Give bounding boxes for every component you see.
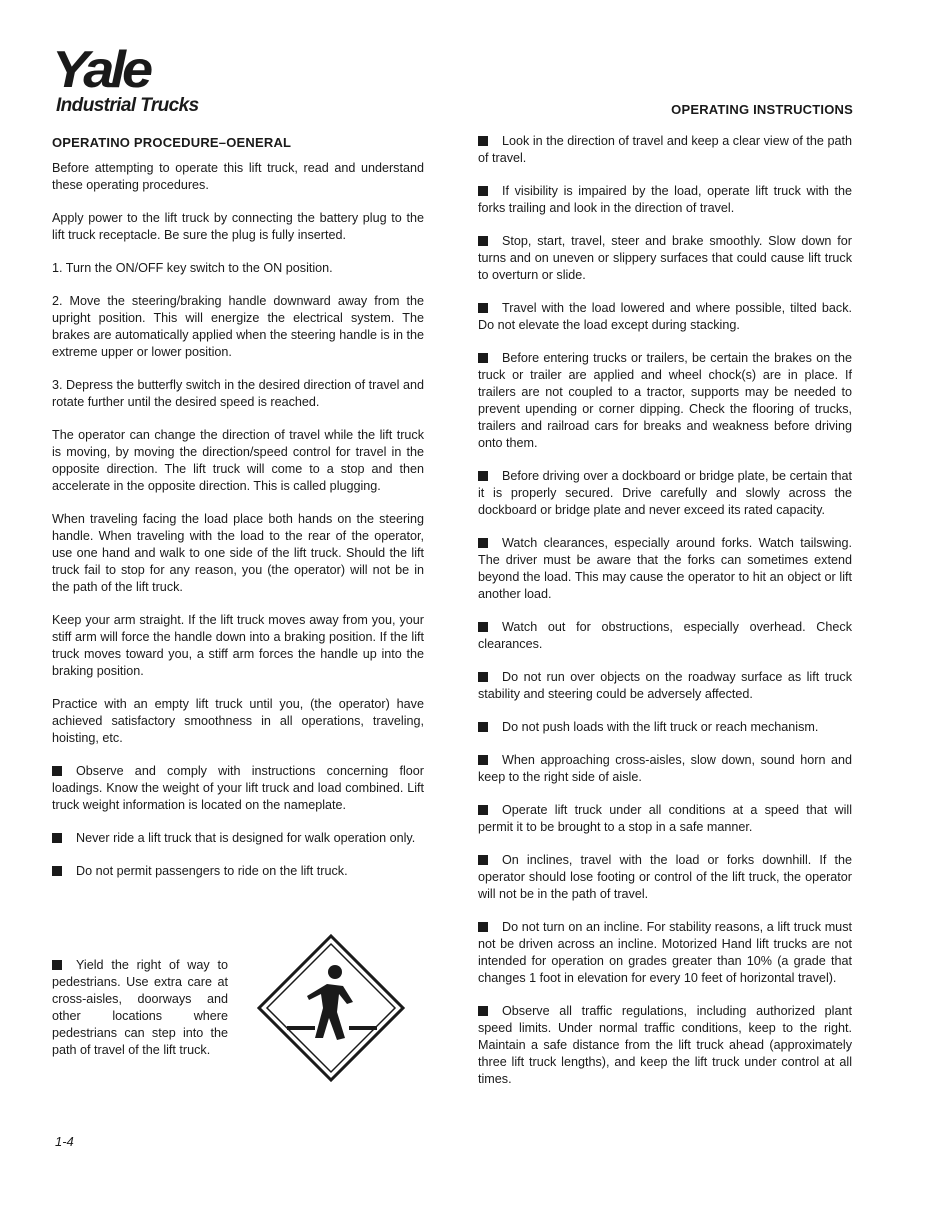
bullet-item: Observe all traffic regulations, including authorized plant speed limits. Under normal traffic conditions, keep to the right. Maintain a safe distance from the lift truck ahead (approximately three lift truck lengths), and keep the lift truck under control at all times. xyxy=(478,1004,852,1086)
bullet-item: Do not run over objects on the roadway surface as lift truck stability and steering could be adversely affected. xyxy=(478,670,852,701)
square-bullet-icon xyxy=(478,236,488,246)
square-bullet-icon xyxy=(52,866,62,876)
bullet-item: Never ride a lift truck that is designed for walk operation only. xyxy=(52,830,424,847)
bullet-item: Do not turn on an incline. For stability reasons, a lift truck must not be driven across an incline. Motorized Hand lift trucks are not intended for operation on grades greater than 10% (a grade that changes 1 foot in elevation for every 10 feet of horizontal travel). xyxy=(478,920,852,985)
page-number: 1-4 xyxy=(55,1134,74,1149)
square-bullet-icon xyxy=(478,538,488,548)
bullet-item: Observe and comply with instructions concerning floor loadings. Know the weight of your lift truck and load combined. Lift truck weight information is located on the nameplate. xyxy=(52,764,424,812)
bullet-item: Do not permit passengers to ride on the lift truck. xyxy=(52,863,424,880)
square-bullet-icon xyxy=(478,353,488,363)
step-1: 1. Turn the ON/OFF key switch to the ON position. xyxy=(52,261,333,275)
bullet-item: On inclines, travel with the load or forks downhill. If the operator should lose footing or control of the lift truck, the operator will not be in the path of travel. xyxy=(478,853,852,901)
square-bullet-icon xyxy=(478,672,488,682)
left-column xyxy=(52,134,424,896)
bullet-item: Before entering trucks or trailers, be certain the brakes on the truck or trailer are applied and wheel chock(s) are in place. If trailers are not coupled to a tractor, supports may be needed to prevent upending or corner dipping. Check the flooring of trucks, trailers and railroad cars for breaks and weakness before driving onto them. xyxy=(478,351,852,450)
brand-name: Yale xyxy=(52,40,150,99)
yield-bullet: Yield the right of way to pedestrians. Use extra care at cross-aisles, doorways and other locations where pedestrians can step into the path of travel of the lift truck. xyxy=(52,958,228,1057)
square-bullet-icon xyxy=(478,755,488,765)
paragraph: Before attempting to operate this lift truck, read and understand these operating procedures. xyxy=(52,161,424,192)
step-2: 2. Move the steering/braking handle downward away from the upright position. This will energize the electrical system. The brakes are automatically applied when the steering handle is in the extreme upper or lower position. xyxy=(52,294,424,359)
square-bullet-icon xyxy=(478,1006,488,1016)
square-bullet-icon xyxy=(478,471,488,481)
bullet-item: Operate lift truck under all conditions at a speed that will permit it to be brought to a stop in a safe manner. xyxy=(478,803,852,834)
square-bullet-icon xyxy=(52,833,62,843)
bullet-item: Stop, start, travel, steer and brake smoothly. Slow down for turns and on uneven or slippery surfaces that could cause lift truck to overturn or slide. xyxy=(478,234,852,282)
square-bullet-icon xyxy=(478,722,488,732)
step-3: 3. Depress the butterfly switch in the desired direction of travel and rotate further until the desired speed is reached. xyxy=(52,378,424,409)
brand-subtitle: Industrial Trucks xyxy=(56,95,199,116)
brand-logo xyxy=(52,40,222,118)
square-bullet-icon xyxy=(478,922,488,932)
bullet-item: Travel with the load lowered and where possible, tilted back. Do not elevate the load except during stacking. xyxy=(478,301,852,332)
square-bullet-icon xyxy=(478,303,488,313)
square-bullet-icon xyxy=(52,960,62,970)
bullet-item: Look in the direction of travel and keep a clear view of the path of travel. xyxy=(478,134,852,165)
square-bullet-icon xyxy=(478,855,488,865)
paragraph: The operator can change the direction of travel while the lift truck is moving, by moving the direction/speed control for travel in the opposite direction. The lift truck will come to a stop and then accelerate in the opposite direction. This is called plugging. xyxy=(52,428,424,493)
paragraph: When traveling facing the load place both hands on the steering handle. When traveling with the load to the rear of the operator, use one hand and walk to one side of the lift truck. Should the lift truck fail to stop for any reason, you (the operator) will not be in the path of the lift truck. xyxy=(52,512,424,594)
bullet-item: Watch clearances, especially around forks. Watch tailswing. The driver must be aware that the forks can sometimes extend beyond the load. This may cause the operator to hit an object or lift another load. xyxy=(478,536,852,601)
pedestrian-warning-sign-icon xyxy=(257,934,405,1082)
paragraph: Practice with an empty lift truck until you, (the operator) have achieved satisfactory smoothness in all operations, traveling, hoisting, etc. xyxy=(52,697,424,745)
procedure-title: OPERATINO PROCEDURE–OENERAL xyxy=(52,135,292,150)
square-bullet-icon xyxy=(478,805,488,815)
square-bullet-icon xyxy=(478,186,488,196)
square-bullet-icon xyxy=(478,136,488,146)
square-bullet-icon xyxy=(52,766,62,776)
paragraph: Keep your arm straight. If the lift truck moves away from you, your stiff arm will force the handle down into a braking position. If the lift truck moves toward you, a stiff arm forces the handle up into the braking position. xyxy=(52,613,424,678)
bullet-item: Watch out for obstructions, especially overhead. Check clearances. xyxy=(478,620,852,651)
square-bullet-icon xyxy=(478,622,488,632)
right-column xyxy=(478,133,852,1104)
paragraph: Apply power to the lift truck by connecting the battery plug to the lift truck receptacle. Be sure the plug is fully inserted. xyxy=(52,211,424,242)
bullet-item: Do not push loads with the lift truck or reach mechanism. xyxy=(478,719,852,736)
bullet-item: Before driving over a dockboard or bridge plate, be certain that it is properly secured. Drive carefully and slowly across the dockboard or bridge plate and never exceed its rated capacity. xyxy=(478,469,852,517)
section-header: OPERATING INSTRUCTIONS xyxy=(671,102,853,117)
bullet-item: If visibility is impaired by the load, operate lift truck with the forks trailing and look in the direction of travel. xyxy=(478,184,852,215)
bullet-item: When approaching cross-aisles, slow down, sound horn and keep to the right side of aisle. xyxy=(478,753,852,784)
